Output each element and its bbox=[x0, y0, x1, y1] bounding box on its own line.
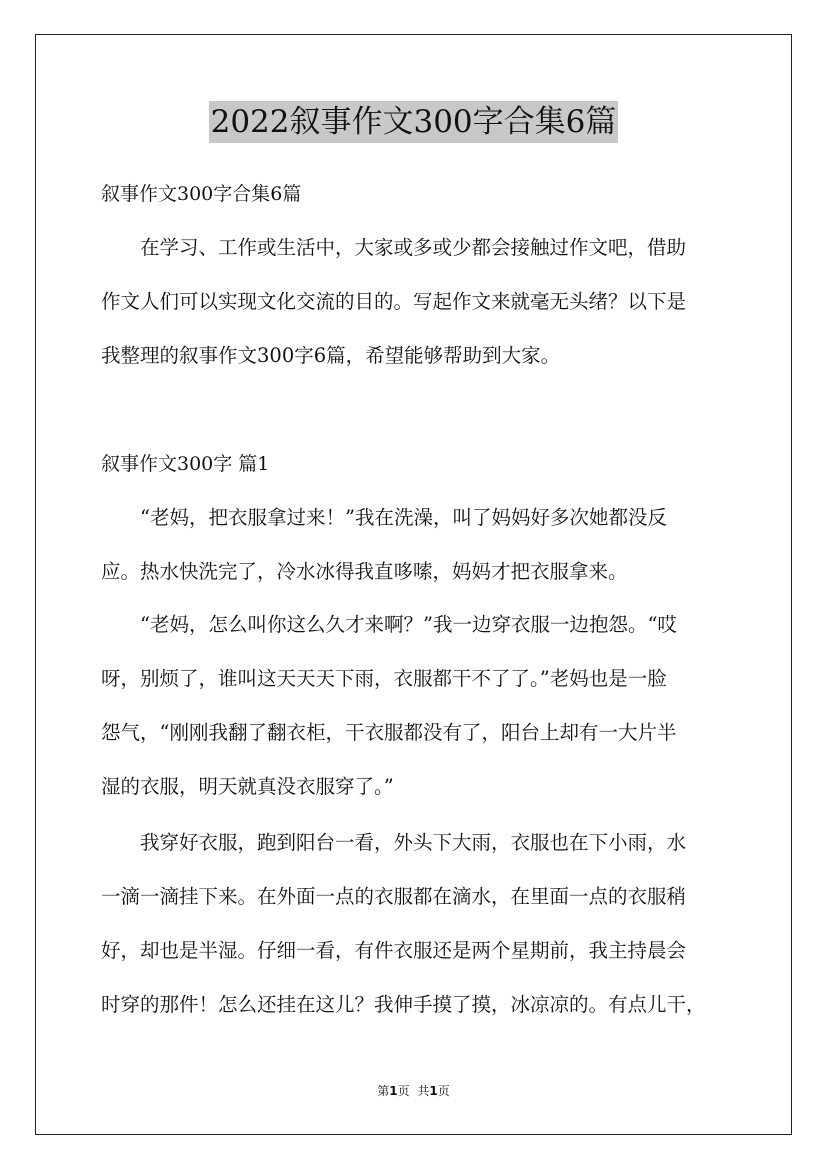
paragraph-line: 呀，别烦了，谁叫这天天天下雨，衣服都干不了了。”老妈也是一脸 bbox=[101, 667, 667, 690]
paragraph-line: 我穿好衣服，跑到阳台一看，外头下大雨，衣服也在下小雨，水 bbox=[140, 831, 687, 854]
title-container bbox=[0, 101, 827, 143]
paragraph-line: 在学习、工作或生活中，大家或多或少都会接触过作文吧，借助 bbox=[140, 236, 687, 259]
footer-total-number: 1 bbox=[429, 1084, 438, 1098]
paragraph-line: 怨气，“刚刚我翻了翻衣柜，干衣服都没有了，阳台上却有一大片半 bbox=[101, 721, 677, 744]
footer-total-prefix: 共 bbox=[417, 1084, 430, 1098]
paragraph-line: 一滴一滴挂下来。在外面一点的衣服都在滴水，在里面一点的衣服稍 bbox=[101, 885, 687, 908]
section-heading: 叙事作文300字 篇1 bbox=[101, 453, 270, 475]
page-footer bbox=[0, 1083, 827, 1099]
footer-page-suffix: 页 bbox=[397, 1084, 410, 1098]
body-paragraph-2 bbox=[101, 611, 727, 827]
footer-total-suffix: 页 bbox=[437, 1084, 450, 1098]
paragraph-line: “老妈，把衣服拿过来！”我在洗澡，叫了妈妈好多次她都没反 bbox=[140, 506, 667, 529]
paragraph-line: 作文人们可以实现文化交流的目的。写起作文来就毫无头绪？以下是 bbox=[101, 290, 687, 313]
paragraph-line: 湿的衣服，明天就真没衣服穿了。” bbox=[101, 775, 394, 798]
body-paragraph-1 bbox=[101, 504, 727, 612]
intro-paragraph bbox=[101, 234, 727, 396]
paragraph-line: 应。热水快洗完了，冷水冰得我直哆嗦，妈妈才把衣服拿来。 bbox=[101, 560, 628, 583]
paragraph-line: “老妈，怎么叫你这么久才来啊？”我一边穿衣服一边抱怨。“哎 bbox=[140, 613, 677, 636]
paragraph-line: 时穿的那件！怎么还挂在这儿？我伸手摸了摸，冰凉凉的。有点儿干， bbox=[101, 993, 706, 1016]
body-paragraph-3 bbox=[101, 829, 727, 1045]
paragraph-line: 我整理的叙事作文300字6篇，希望能够帮助到大家。 bbox=[101, 344, 561, 367]
footer-page-number: 1 bbox=[389, 1084, 398, 1098]
paragraph-line: 好，却也是半湿。仔细一看，有件衣服还是两个星期前，我主持晨会 bbox=[101, 939, 687, 962]
document-subtitle: 叙事作文300字合集6篇 bbox=[101, 183, 302, 205]
footer-page-prefix: 第 bbox=[377, 1084, 390, 1098]
document-title: 2022叙事作文300字合集6篇 bbox=[209, 101, 619, 143]
